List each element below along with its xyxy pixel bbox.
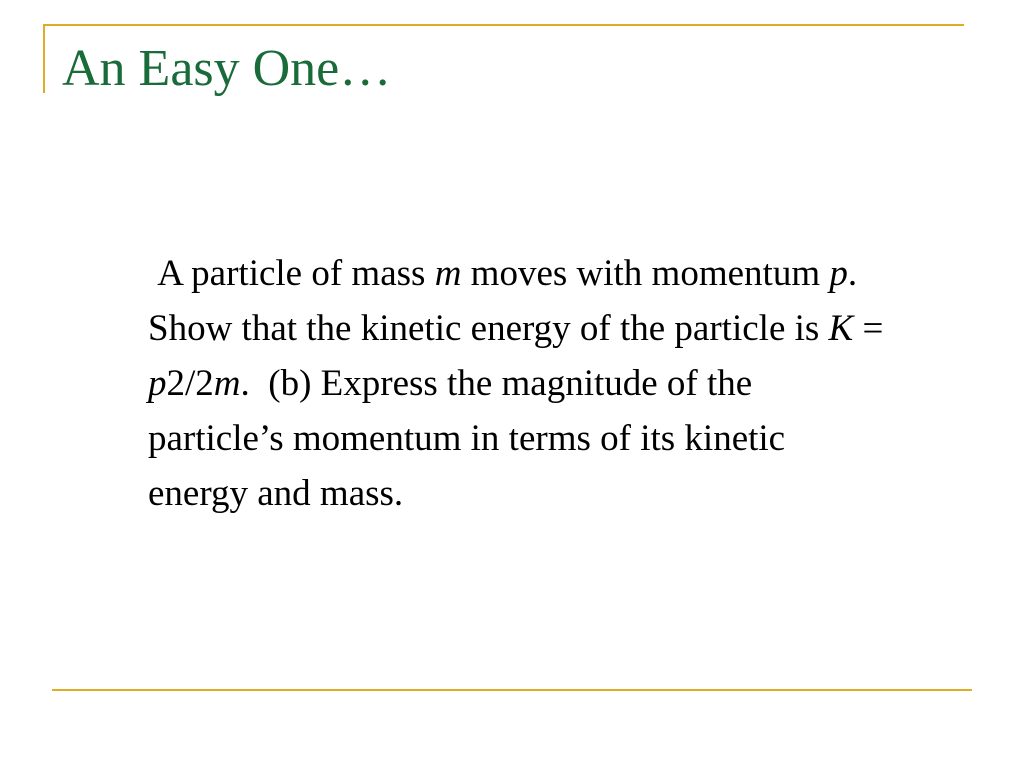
- variable-p: p: [148, 363, 167, 404]
- body-text-segment: 2/2: [166, 363, 214, 404]
- body-text-segment: . (b) Express the magnitude of the particle’s momentum in terms of its kinetic energy and mass.: [148, 363, 795, 514]
- slide-title: An Easy One…: [62, 40, 392, 97]
- body-text-segment: moves with momentum: [461, 253, 830, 294]
- variable-m: m: [213, 363, 241, 404]
- variable-m: m: [434, 253, 462, 294]
- variable-k: K: [828, 308, 854, 349]
- top-rule: [43, 24, 964, 26]
- bottom-rule: [52, 689, 972, 691]
- side-rule: [43, 24, 45, 93]
- body-text-segment: A particle of mass: [148, 253, 435, 294]
- slide-body: [148, 246, 893, 521]
- body-text-segment: . Show that the kinetic energy of the particle is: [148, 253, 876, 349]
- variable-p: p: [829, 253, 848, 294]
- body-text-segment: =: [853, 308, 893, 349]
